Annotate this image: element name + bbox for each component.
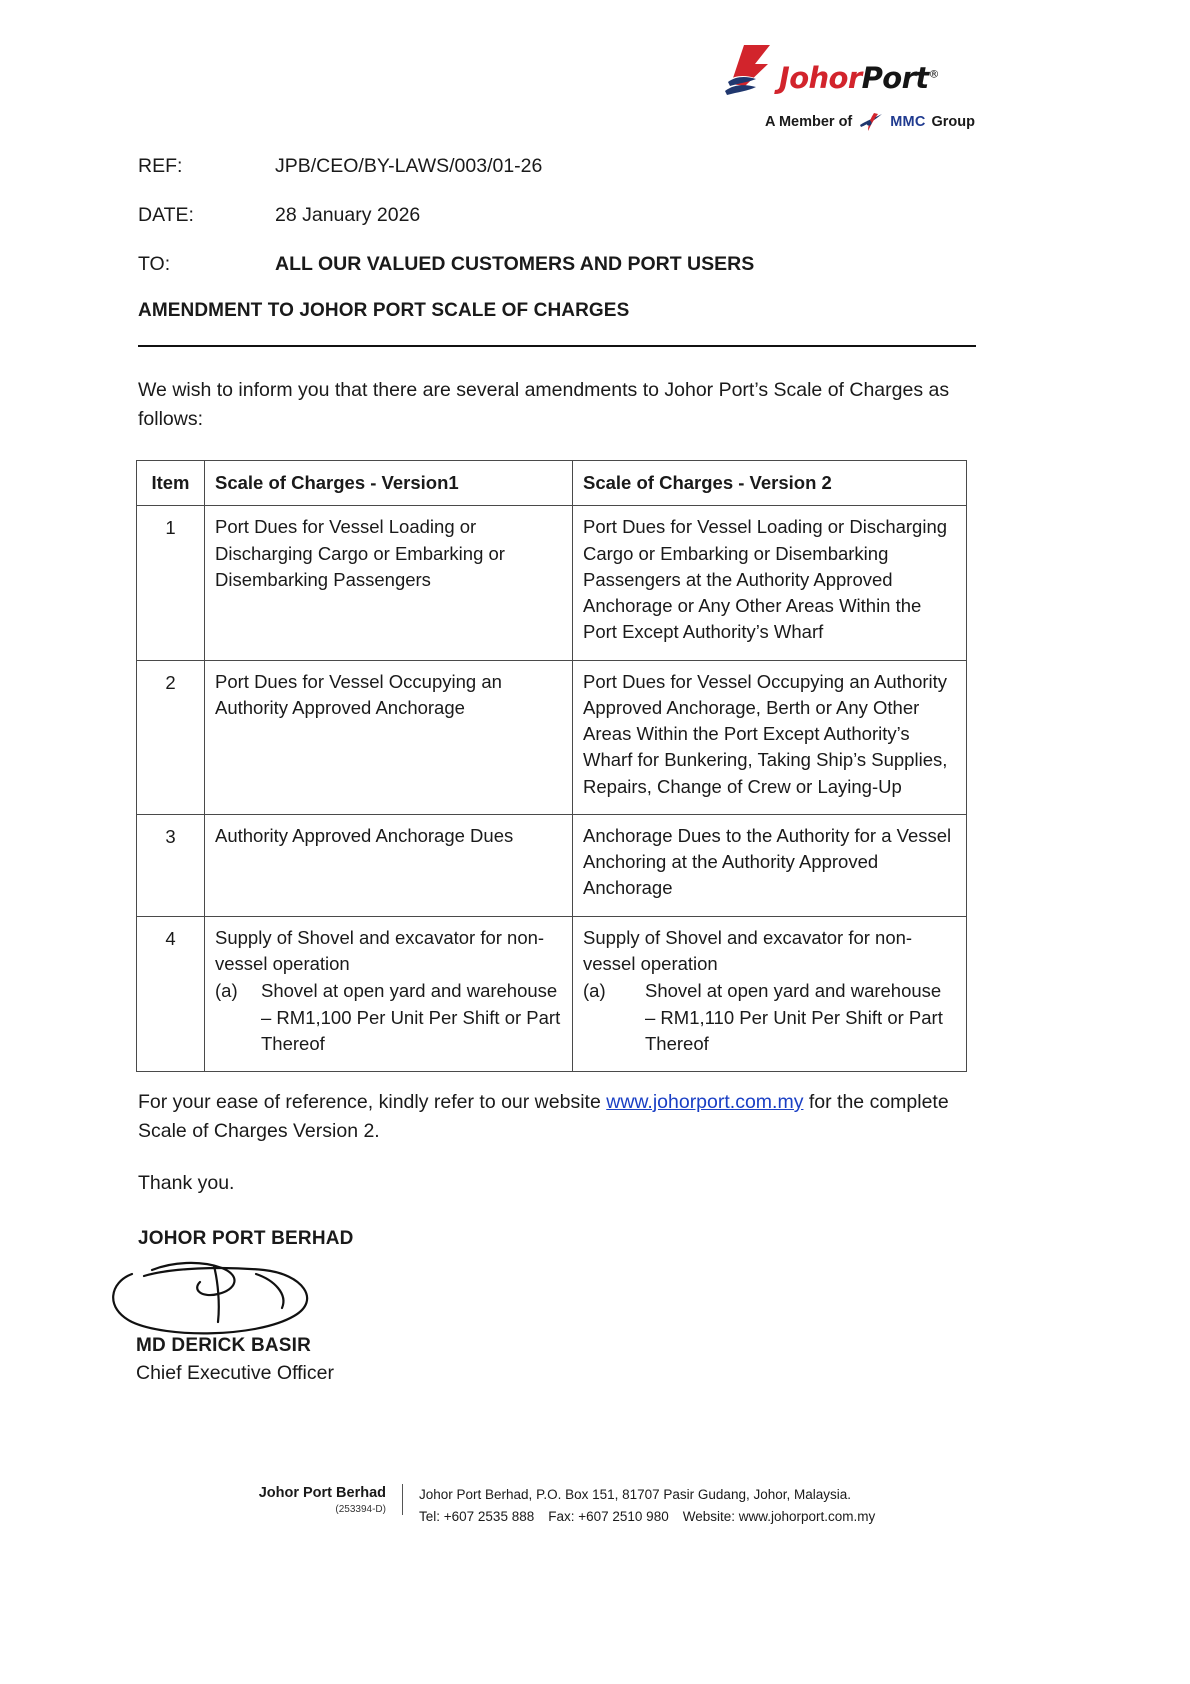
- closing-paragraph: [138, 1088, 988, 1146]
- footer-contact-line: [419, 1506, 875, 1528]
- thank-you-text: Thank you.: [138, 1172, 235, 1194]
- row-item-number: 1: [137, 506, 205, 660]
- footer-address: Johor Port Berhad, P.O. Box 151, 81707 Pasir Gudang, Johor, Malaysia.: [419, 1487, 852, 1502]
- to-value: ALL OUR VALUED CUSTOMERS AND PORT USERS: [275, 253, 755, 275]
- signer-name: MD DERICK BASIR: [136, 1335, 312, 1356]
- page-footer: [236, 1484, 976, 1527]
- company-name: JOHOR PORT BERHAD: [138, 1228, 354, 1249]
- row-version2-text: Anchorage Dues to the Authority for a Vessel Anchoring at the Authority Approved Anchorage: [573, 814, 967, 916]
- footer-company-block: [236, 1484, 403, 1515]
- header-divider: [138, 345, 976, 347]
- letter-meta: [138, 155, 988, 302]
- closing-text-before: For your ease of reference, kindly refer to our website: [138, 1091, 607, 1113]
- to-label: TO:: [138, 253, 171, 275]
- list-item: [583, 978, 956, 1057]
- table-row: [137, 660, 967, 814]
- date-label: DATE:: [138, 204, 194, 226]
- sub-marker: (a): [215, 980, 238, 1002]
- header-version2: Scale of Charges - Version 2: [573, 461, 967, 506]
- ref-value: JPB/CEO/BY-LAWS/003/01-26: [275, 155, 543, 177]
- row-version2-cell: [573, 916, 967, 1071]
- row-version2-text: Port Dues for Vessel Occupying an Authority Approved Anchorage, Berth or Any Other Areas Within the Port Except Authority’s Wharf for Bunkering, Taking Ship’s Supplies, Repairs, Change of Crew or Laying-Up: [573, 660, 967, 814]
- mmc-brand: MMC: [890, 114, 926, 130]
- footer-contact-block: [403, 1484, 875, 1527]
- mmc-group-line: [715, 112, 975, 132]
- sub-marker: (a): [583, 980, 606, 1002]
- meta-row-to: [138, 253, 988, 276]
- johorport-mark-icon: [715, 40, 777, 102]
- meta-row-ref: [138, 155, 988, 178]
- row-item-number: 2: [137, 660, 205, 814]
- mmc-logo-icon: [858, 112, 884, 132]
- header-item: Item: [137, 461, 205, 506]
- row-item-number: 3: [137, 814, 205, 916]
- brand-johor: Johor: [779, 61, 862, 95]
- johorport-website-link[interactable]: www.johorport.com.my: [606, 1091, 804, 1113]
- sub-text: Shovel at open yard and warehouse – RM1,110 Per Unit Per Shift or Part Thereof: [645, 980, 943, 1054]
- table-row: [137, 814, 967, 916]
- date-value: 28 January 2026: [275, 204, 421, 226]
- row-version2-text: Port Dues for Vessel Loading or Discharging Cargo or Embarking or Disembarking Passengers at the Authority Approved Anchorage or Any Other Areas Within the Port Except Authority’s Wharf: [573, 506, 967, 660]
- row-version1-text: Port Dues for Vessel Loading or Discharging Cargo or Embarking or Disembarking Passengers: [205, 506, 573, 660]
- signer-title: Chief Executive Officer: [136, 1362, 334, 1384]
- ref-label: REF:: [138, 155, 183, 177]
- row-version2-sublist: [583, 978, 956, 1057]
- sub-text: Shovel at open yard and warehouse – RM1,100 Per Unit Per Shift or Part Thereof: [261, 980, 561, 1054]
- table-row: [137, 506, 967, 660]
- letterhead: [715, 40, 975, 132]
- footer-company-name: Johor Port Berhad: [258, 1485, 386, 1501]
- footer-website: Website: www.johorport.com.my: [682, 1508, 876, 1524]
- row-version1-text: Port Dues for Vessel Occupying an Authority Approved Anchorage: [205, 660, 573, 814]
- brand-port: Port: [861, 61, 929, 95]
- row-version1-intro: Supply of Shovel and excavator for non-vessel operation: [215, 926, 545, 974]
- row-version1-sublist: [215, 978, 562, 1057]
- signature-image: [96, 1246, 356, 1346]
- footer-fax: Fax: +607 2510 980: [548, 1508, 669, 1524]
- registered-trademark-icon: ®: [928, 67, 939, 81]
- row-version2-intro: Supply of Shovel and excavator for non-vessel operation: [583, 926, 913, 974]
- table-row: [137, 916, 967, 1071]
- johorport-wordmark: [779, 61, 939, 95]
- document-subject: AMENDMENT TO JOHOR PORT SCALE OF CHARGES: [138, 300, 630, 321]
- closing-text-after: for the complete Scale of Charges Version 2.: [138, 1091, 949, 1142]
- header-version1: Scale of Charges - Version1: [205, 461, 573, 506]
- footer-registration-number: (253394-D): [335, 1504, 386, 1516]
- row-version1-cell: [205, 916, 573, 1071]
- member-of-label: A Member of: [764, 114, 853, 130]
- row-version1-text: Authority Approved Anchorage Dues: [205, 814, 573, 916]
- johorport-logo: [715, 40, 975, 102]
- intro-paragraph: We wish to inform you that there are several amendments to Johor Port’s Scale of Charges as follows:: [138, 379, 950, 430]
- list-item: [215, 978, 562, 1057]
- meta-row-date: [138, 204, 988, 227]
- scale-of-charges-table: [136, 460, 967, 1072]
- row-item-number: 4: [137, 916, 205, 1071]
- footer-tel: Tel: +607 2535 888: [419, 1508, 535, 1524]
- group-label: Group: [931, 114, 975, 130]
- table-header-row: [137, 461, 967, 506]
